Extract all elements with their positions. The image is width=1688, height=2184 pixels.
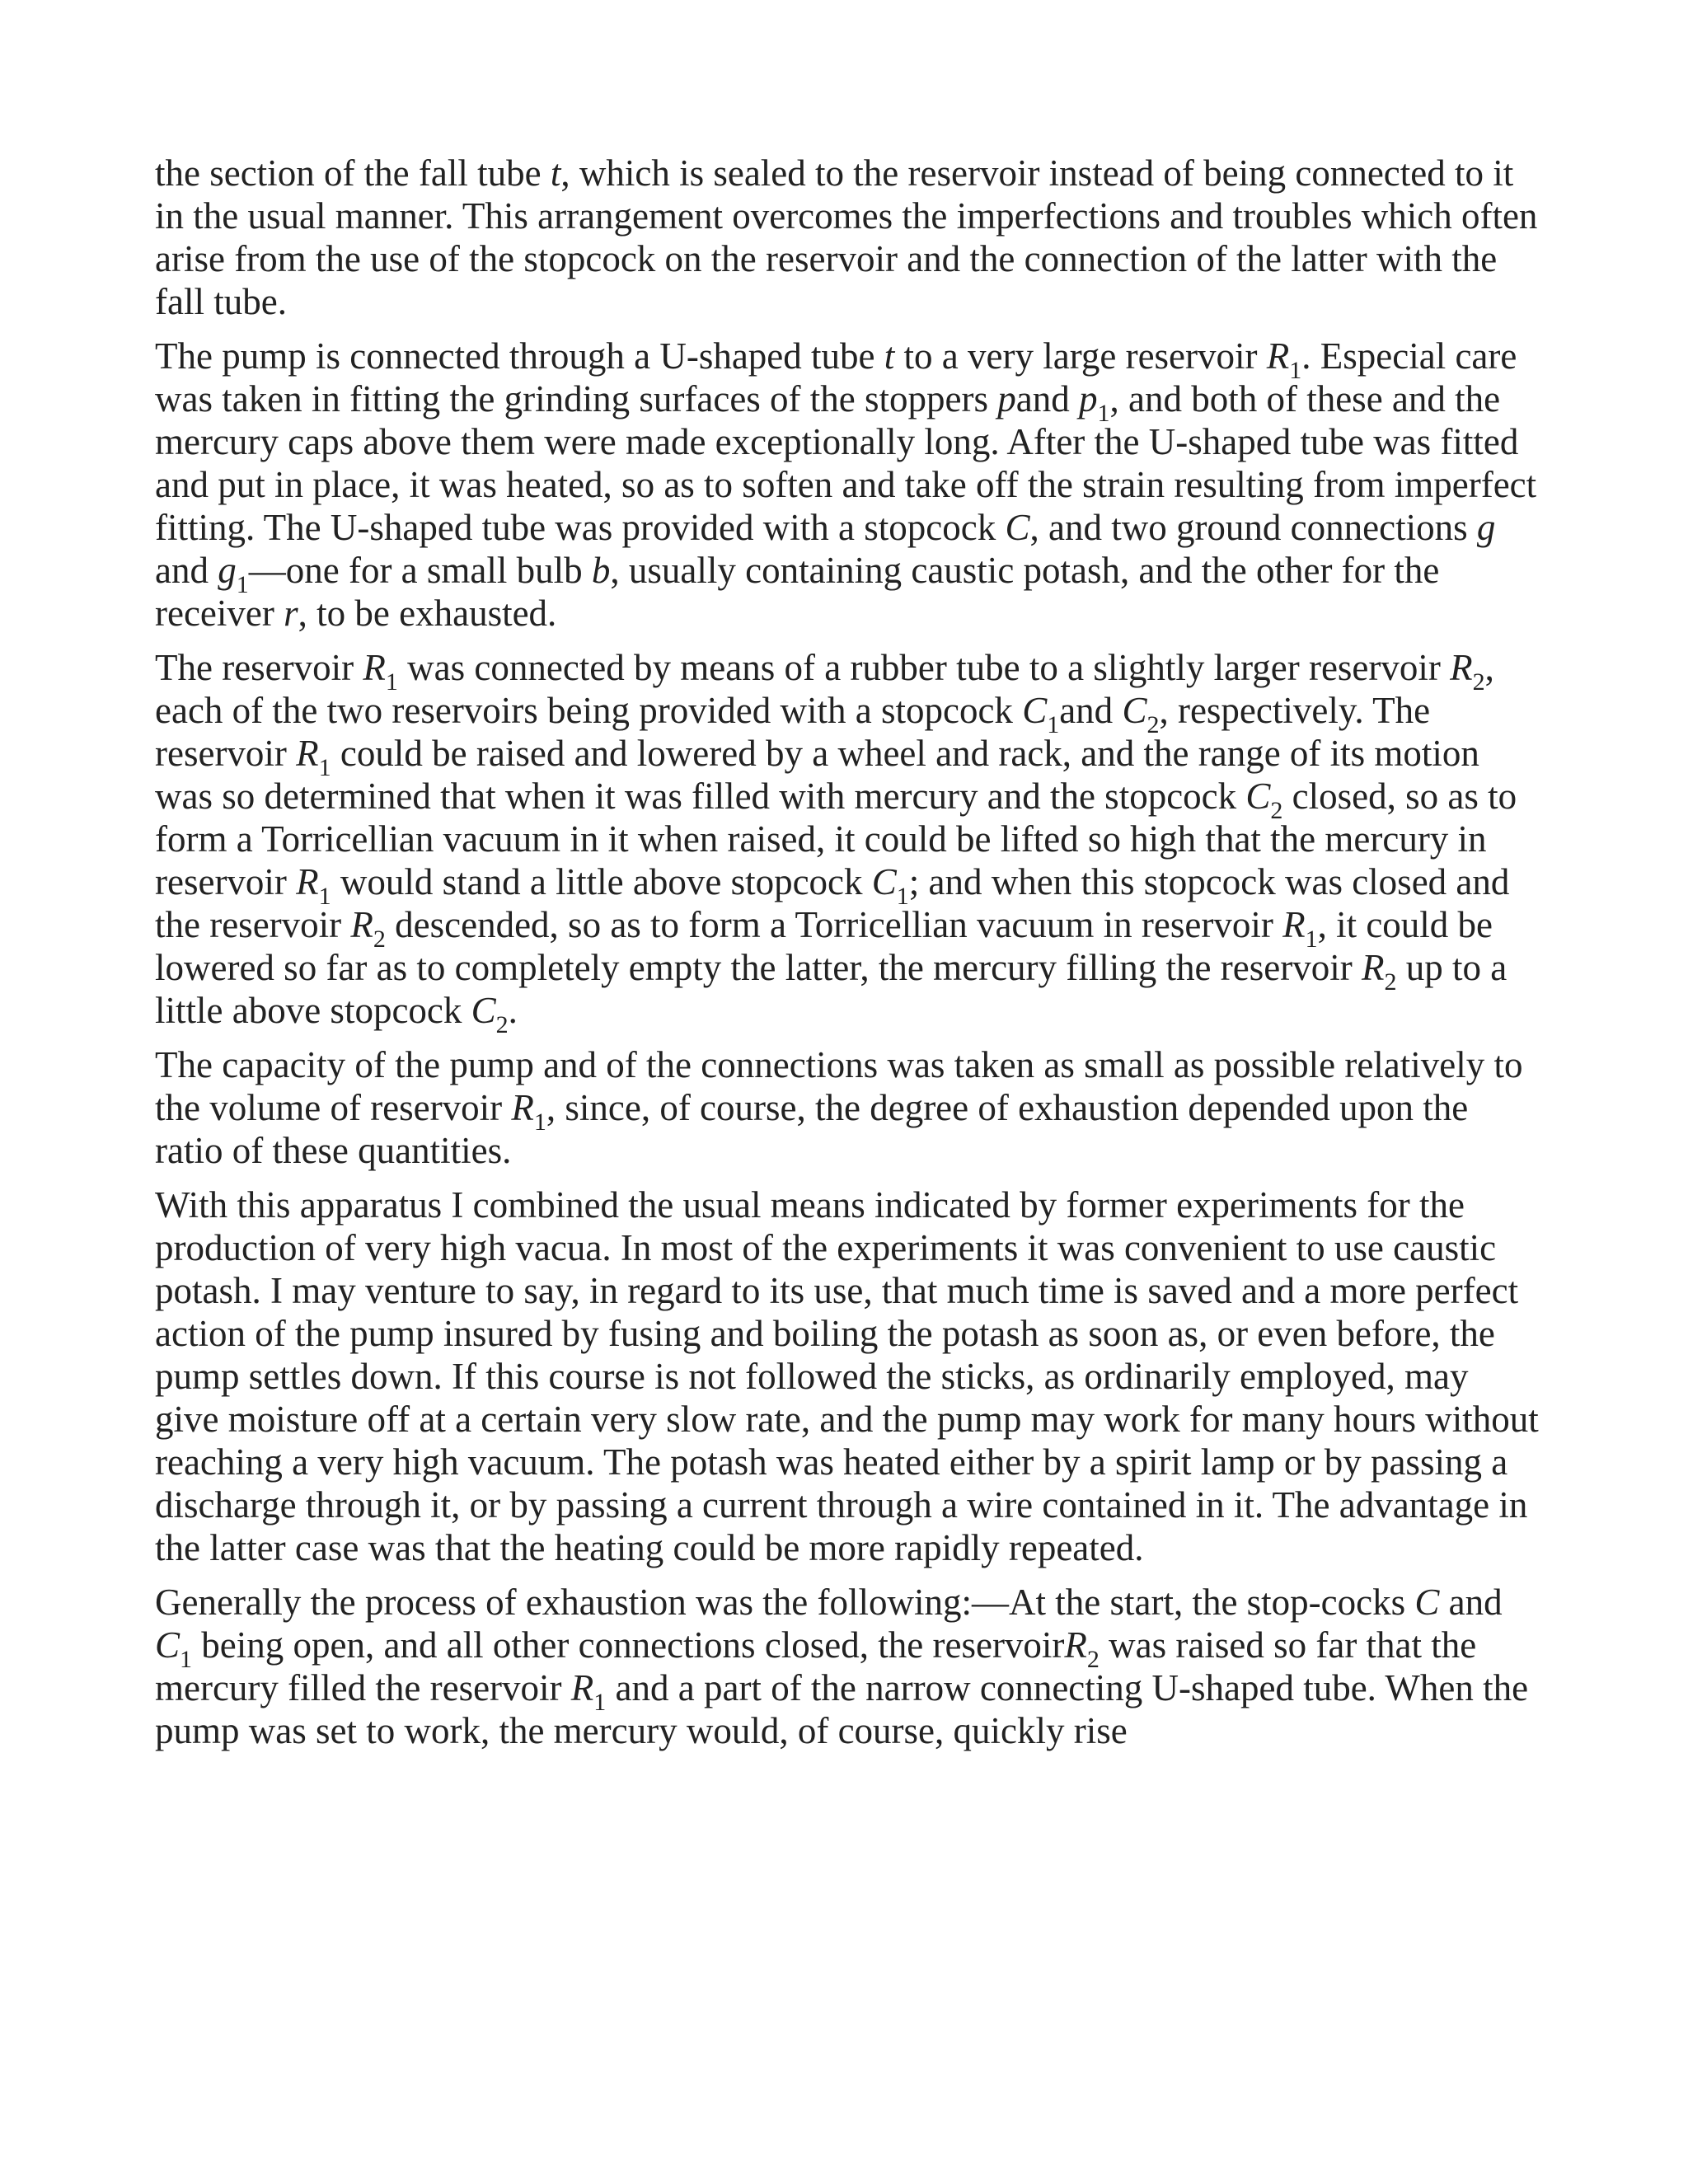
text-run: , each of the two reservoirs being provided with a stopcock <box>155 647 1494 731</box>
italic-symbol: C <box>1245 776 1271 817</box>
text-run: was raised so far that the mercury filled the reservoir <box>155 1624 1477 1708</box>
subscript: 2 <box>1146 711 1160 738</box>
italic-symbol: R <box>296 861 319 902</box>
italic-symbol: R <box>1361 947 1385 988</box>
paragraph <box>155 646 1540 1038</box>
italic-symbol: C <box>1414 1582 1440 1623</box>
italic-symbol: C <box>1022 690 1048 731</box>
text-run: and <box>1439 1582 1503 1623</box>
italic-symbol: R <box>1450 647 1473 688</box>
subscript: 2 <box>1086 1646 1100 1673</box>
text-run: , which is sealed to the reservoir instead of being connected to it in the usual manner. This arrangement overcomes the imperfections and troubles which often arise from the use of the stopcock on the reservoir and the connection of the latter with the fall tube. <box>155 152 1538 322</box>
italic-symbol: C <box>155 1624 181 1666</box>
italic-symbol: R <box>1064 1624 1087 1666</box>
italic-symbol: p <box>997 378 1016 419</box>
paragraph <box>155 335 1540 635</box>
subscript: 1 <box>1047 711 1060 738</box>
italic-symbol: R <box>570 1667 594 1708</box>
text-run: , to be exhausted. <box>298 593 557 634</box>
subscript: 1 <box>1097 400 1110 427</box>
paragraph <box>155 152 1540 323</box>
text-run: and a part of the narrow connecting U-shaped tube. When the pump was set to work, the mercury would, of course, quickly rise <box>155 1667 1529 1751</box>
italic-symbol: R <box>363 647 386 688</box>
subscript: 1 <box>593 1689 607 1716</box>
subscript: 2 <box>1472 668 1485 696</box>
text-run: With this apparatus I combined the usual means indicated by former experiments for the production of very high vacua. In most of the experiments it was convenient to use caustic potash. I may venture to say, in regard to its use, that much time is saved and a more perfect action of the pump insured by fusing and boiling the potash as soon as, or even before, the pump settles down. If this course is not followed the sticks, as ordinarily employed, may give moisture off at a certain very slow rate, and the pump may work for many hours without reaching a very high vacuum. The potash was heated either by a spirit lamp or by passing a discharge through it, or by passing a current through a wire contained in it. The advantage in the latter case was that the heating could be more rapidly repeated. <box>155 1184 1539 1568</box>
text-run: The pump is connected through a U-shaped tube <box>155 335 884 377</box>
text-run: The capacity of the pump and of the connections was taken as small as possible relatively to the volume of reservoir <box>155 1044 1523 1128</box>
text-run: and <box>1059 690 1123 731</box>
text-run: and <box>1015 378 1079 419</box>
subscript: 1 <box>318 883 331 910</box>
italic-symbol: C <box>471 990 496 1031</box>
subscript: 1 <box>385 668 398 696</box>
subscript: 1 <box>318 754 331 781</box>
text-run: could be raised and lowered by a wheel and rack, and the range of its motion was so determined that when it was filled with mercury and the stopcock <box>155 733 1479 817</box>
italic-symbol: t <box>550 152 561 194</box>
subscript: 1 <box>180 1646 193 1673</box>
italic-symbol: g <box>218 550 237 591</box>
text-run: The reservoir <box>155 647 363 688</box>
text-run: , it could be lowered so far as to completely empty the latter, the mercury filling the reservoir <box>155 904 1493 988</box>
text-run: . <box>508 990 518 1031</box>
text-run: closed, so as to form a Torricellian vacuum in it when raised, it could be lifted so high that the mercury in reservoir <box>155 776 1517 902</box>
text-run: , respectively. The reservoir <box>155 690 1431 774</box>
text-run: , since, of course, the degree of exhaustion depended upon the ratio of these quantities. <box>155 1087 1469 1171</box>
italic-symbol: R <box>1266 335 1290 377</box>
italic-symbol: r <box>284 593 298 634</box>
body-text <box>155 152 1540 1764</box>
text-run: the section of the fall tube <box>155 152 551 194</box>
text-run: descended, so as to form a Torricellian vacuum in reservoir <box>385 904 1283 945</box>
italic-symbol: C <box>871 861 897 902</box>
text-run: —one for a small bulb <box>248 550 592 591</box>
italic-symbol: t <box>884 335 895 377</box>
subscript: 1 <box>236 571 249 598</box>
italic-symbol: C <box>1005 507 1030 548</box>
subscript: 2 <box>1270 797 1283 824</box>
italic-symbol: R <box>511 1087 534 1128</box>
paragraph <box>155 1043 1540 1172</box>
text-run: , and both of these and the mercury caps above them were made exceptionally long. After the U-shaped tube was fitted and put in place, it was heated, so as to soften and take off the strain resulting from imperfect fitting. The U-shaped tube was provided with a stopcock <box>155 378 1537 548</box>
text-run: being open, and all other connections closed, the reservoir <box>192 1624 1065 1666</box>
text-run: , usually containing caustic potash, and the other for the receiver <box>155 550 1440 634</box>
paragraph <box>155 1183 1540 1569</box>
text-run: would stand a little above stopcock <box>331 861 872 902</box>
text-run: Generally the process of exhaustion was the following:—At the start, the stop-cocks <box>155 1582 1415 1623</box>
subscript: 1 <box>533 1108 546 1136</box>
text-run: , and two ground connections <box>1029 507 1477 548</box>
italic-symbol: p <box>1079 378 1098 419</box>
text-run: up to a little above stopcock <box>155 947 1507 1031</box>
text-run: ; and when this stopcock was closed and the reservoir <box>155 861 1510 945</box>
text-run: was connected by means of a rubber tube to a slightly larger reservoir <box>397 647 1451 688</box>
subscript: 2 <box>495 1011 509 1038</box>
text-run: and <box>155 550 218 591</box>
italic-symbol: R <box>350 904 373 945</box>
italic-symbol: R <box>1282 904 1306 945</box>
subscript: 2 <box>373 926 386 953</box>
paragraph <box>155 1581 1540 1752</box>
subscript: 1 <box>896 883 909 910</box>
subscript: 2 <box>1384 968 1397 996</box>
italic-symbol: R <box>296 733 319 774</box>
italic-symbol: g <box>1476 507 1496 548</box>
text-run: to a very large reservoir <box>894 335 1267 377</box>
italic-symbol: b <box>591 550 611 591</box>
italic-symbol: C <box>1122 690 1147 731</box>
subscript: 1 <box>1289 357 1302 384</box>
text-run: . Especial care was taken in fitting the grinding surfaces of the stoppers <box>155 335 1517 419</box>
subscript: 1 <box>1305 926 1318 953</box>
